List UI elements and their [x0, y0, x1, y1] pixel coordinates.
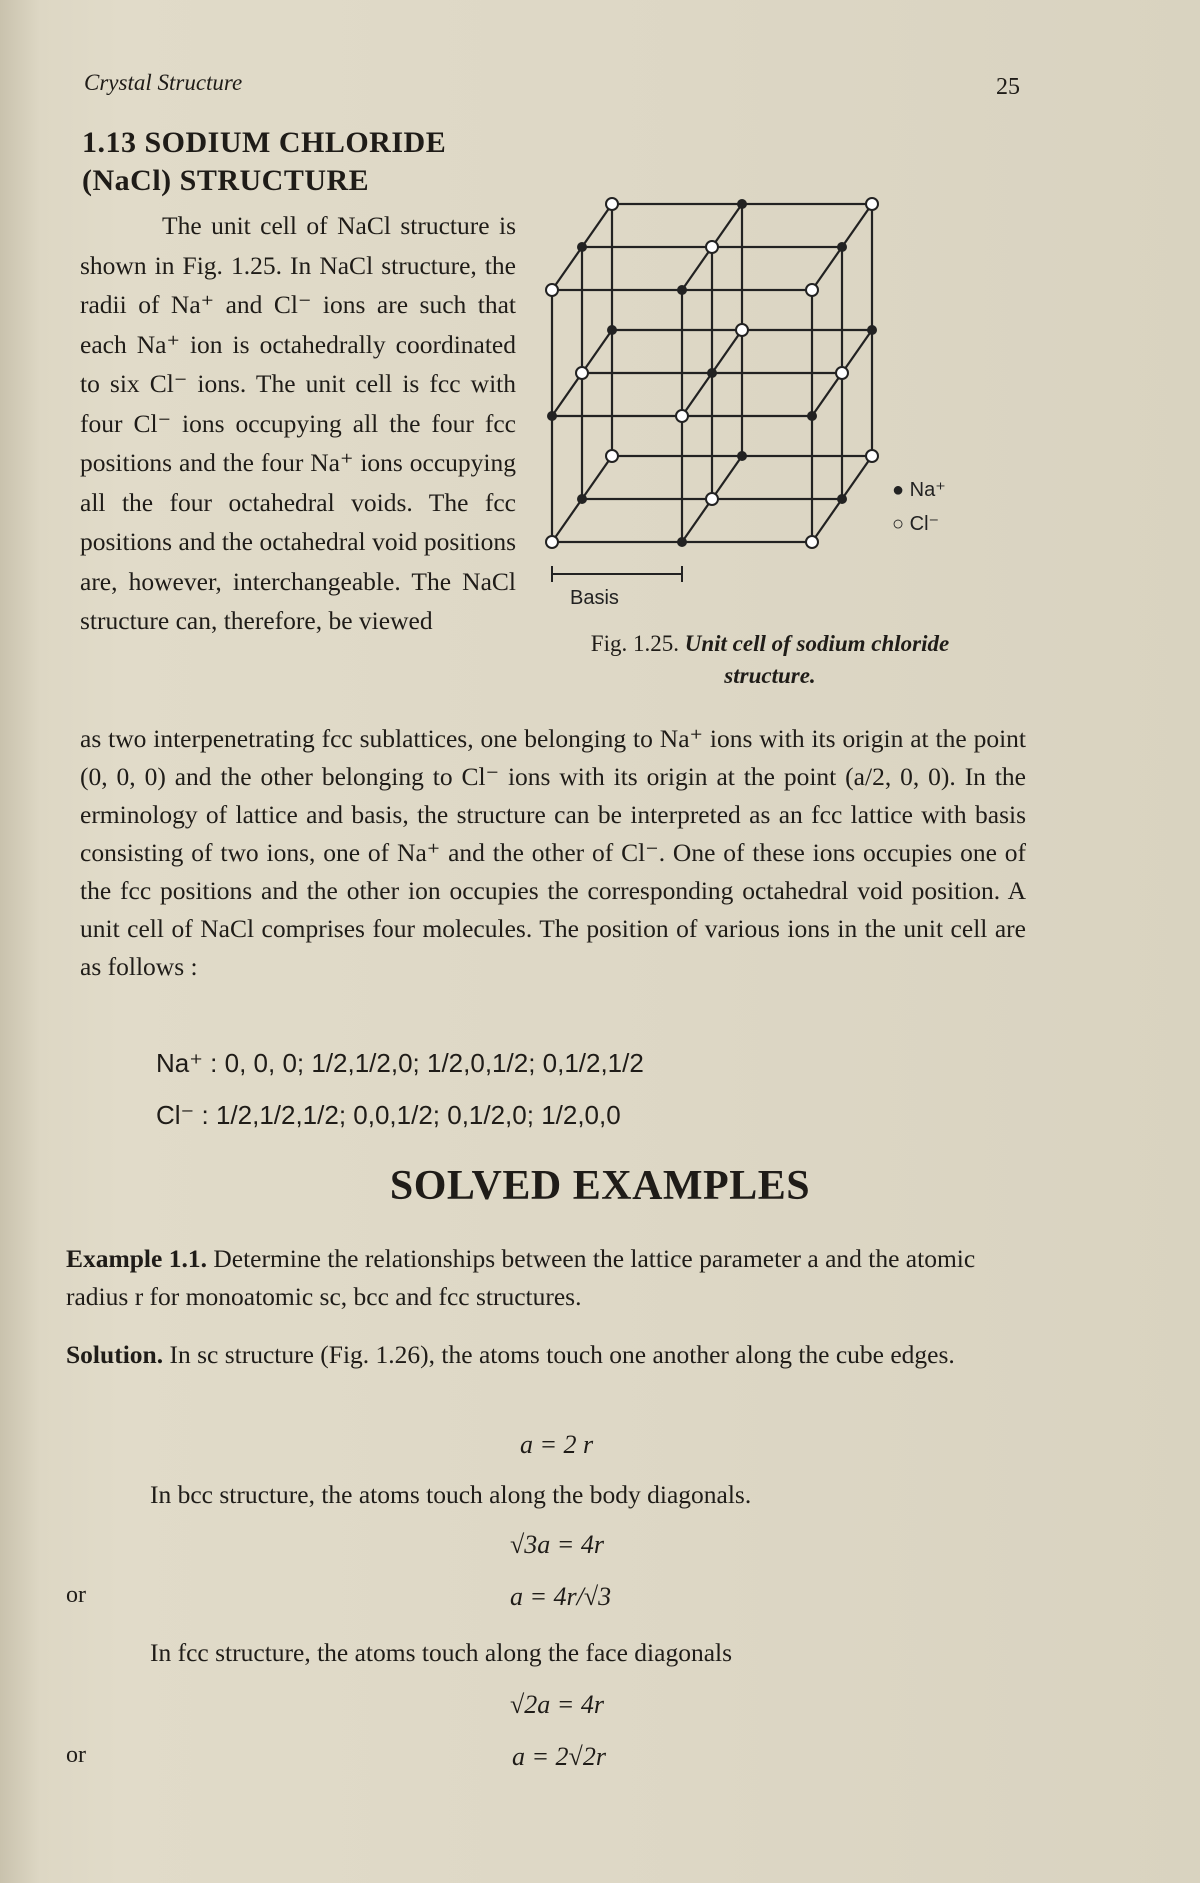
na-ion: [837, 242, 847, 252]
example-text: Determine the relationships between the lattice parameter a and the atomic radius r for monoatomic sc, bcc and fcc structures.: [66, 1244, 976, 1311]
na-ion: [707, 368, 717, 378]
equation-fcc-1: √2a = 4r: [510, 1690, 604, 1719]
continuation-paragraph: as two interpenetrating fcc sublattices, one belonging to Na⁺ ions with its origin at the point (0, 0, 0) and the other belonging to Cl⁻ ions with its origin at the point (a/2, 0, 0). In the erminology of lattice and basis, the structure can be interpreted as an fcc lattice with basis consisting of two ions, one of Na⁺ and the other of Cl⁻. One of these ions occupies one of the fcc positions and the other ion occupies the corresponding octahedral void position. A unit cell of NaCl comprises four molecules. The position of various ions in the unit cell are as follows :: [80, 724, 1026, 981]
legend-cl: ○ Cl⁻: [892, 513, 940, 535]
na-ion: [677, 537, 687, 547]
section-title: 1.13 SODIUM CHLORIDE (NaCl) STRUCTURE: [82, 126, 447, 197]
example-1-1: [66, 1240, 1030, 1316]
running-title: Crystal Structure: [84, 70, 243, 95]
solved-examples-heading: SOLVED EXAMPLES: [389, 1163, 811, 1209]
na-ion: [547, 411, 557, 421]
cl-ion: [706, 493, 718, 505]
cl-ion: [676, 410, 688, 422]
example-label: Example 1.1.: [66, 1244, 207, 1273]
caption-title: Unit cell of sodium chloride structure.: [684, 631, 950, 688]
intro-paragraph: [80, 206, 516, 641]
na-ion: [837, 494, 847, 504]
cl-ion: [706, 241, 718, 253]
cl-ion: [866, 450, 878, 462]
or-label-1: or: [66, 1582, 86, 1608]
nacl-unit-cell-figure: [540, 190, 980, 630]
cl-ion: [836, 367, 848, 379]
caption-label: Fig. 1.25.: [590, 631, 679, 656]
or-label-2: or: [66, 1742, 86, 1768]
na-ion: [577, 242, 587, 252]
cl-ion: [576, 367, 588, 379]
basis-arrow: [552, 566, 682, 582]
na-ion: [737, 199, 747, 209]
basis-label: Basis: [570, 587, 619, 609]
na-ion: [737, 451, 747, 461]
solution-intro: [66, 1336, 1030, 1374]
na-ion: [867, 325, 877, 335]
fcc-text: In fcc structure, the atoms touch along the face diagonals: [150, 1638, 733, 1667]
cl-ion: [606, 198, 618, 210]
cl-ion: [546, 284, 558, 296]
cl-ion: [806, 536, 818, 548]
cl-ion: [806, 284, 818, 296]
na-ion: [807, 411, 817, 421]
intro-paragraph-text: The unit cell of NaCl structure is shown in Fig. 1.25. In NaCl structure, the radii of Na⁺ and Cl⁻ ions are such that each Na⁺ ion is octahedrally coordinated to six Cl⁻ ions. The unit cell is fcc with four Cl⁻ ions occupying all the four fcc positions and the four Na⁺ ions occupying all the four octahedral voids. The fcc positions and the octahedral void positions are, however, interchangeable. The NaCl structure can, therefore, be viewed: [80, 211, 516, 635]
equation-bcc-2: a = 4r/√3: [510, 1582, 612, 1611]
cl-ion: [546, 536, 558, 548]
page-number: 25: [996, 74, 1020, 100]
cl-ion: [866, 198, 878, 210]
cl-ion: [606, 450, 618, 462]
na-ion: [577, 494, 587, 504]
cl-positions: Cl⁻ : 1/2,1/2,1/2; 0,0,1/2; 0,1/2,0; 1/2,0,0: [156, 1100, 621, 1130]
legend-na: ● Na⁺: [892, 479, 946, 501]
equation-fcc-2: a = 2√2r: [512, 1742, 606, 1771]
solution-text: In sc structure (Fig. 1.26), the atoms touch one another along the cube edges.: [169, 1340, 955, 1369]
cl-ion: [736, 324, 748, 336]
na-ion: [607, 325, 617, 335]
na-positions: Na⁺ : 0, 0, 0; 1/2,1/2,0; 1/2,0,1/2; 0,1/2,1/2: [156, 1048, 644, 1078]
na-ion: [677, 285, 687, 295]
solution-label: Solution.: [66, 1340, 164, 1369]
bcc-text: In bcc structure, the atoms touch along the body diagonals.: [150, 1480, 752, 1509]
figure-caption: [560, 628, 980, 692]
equation-bcc-1: √3a = 4r: [510, 1530, 604, 1559]
equation-sc: a = 2 r: [520, 1430, 594, 1459]
